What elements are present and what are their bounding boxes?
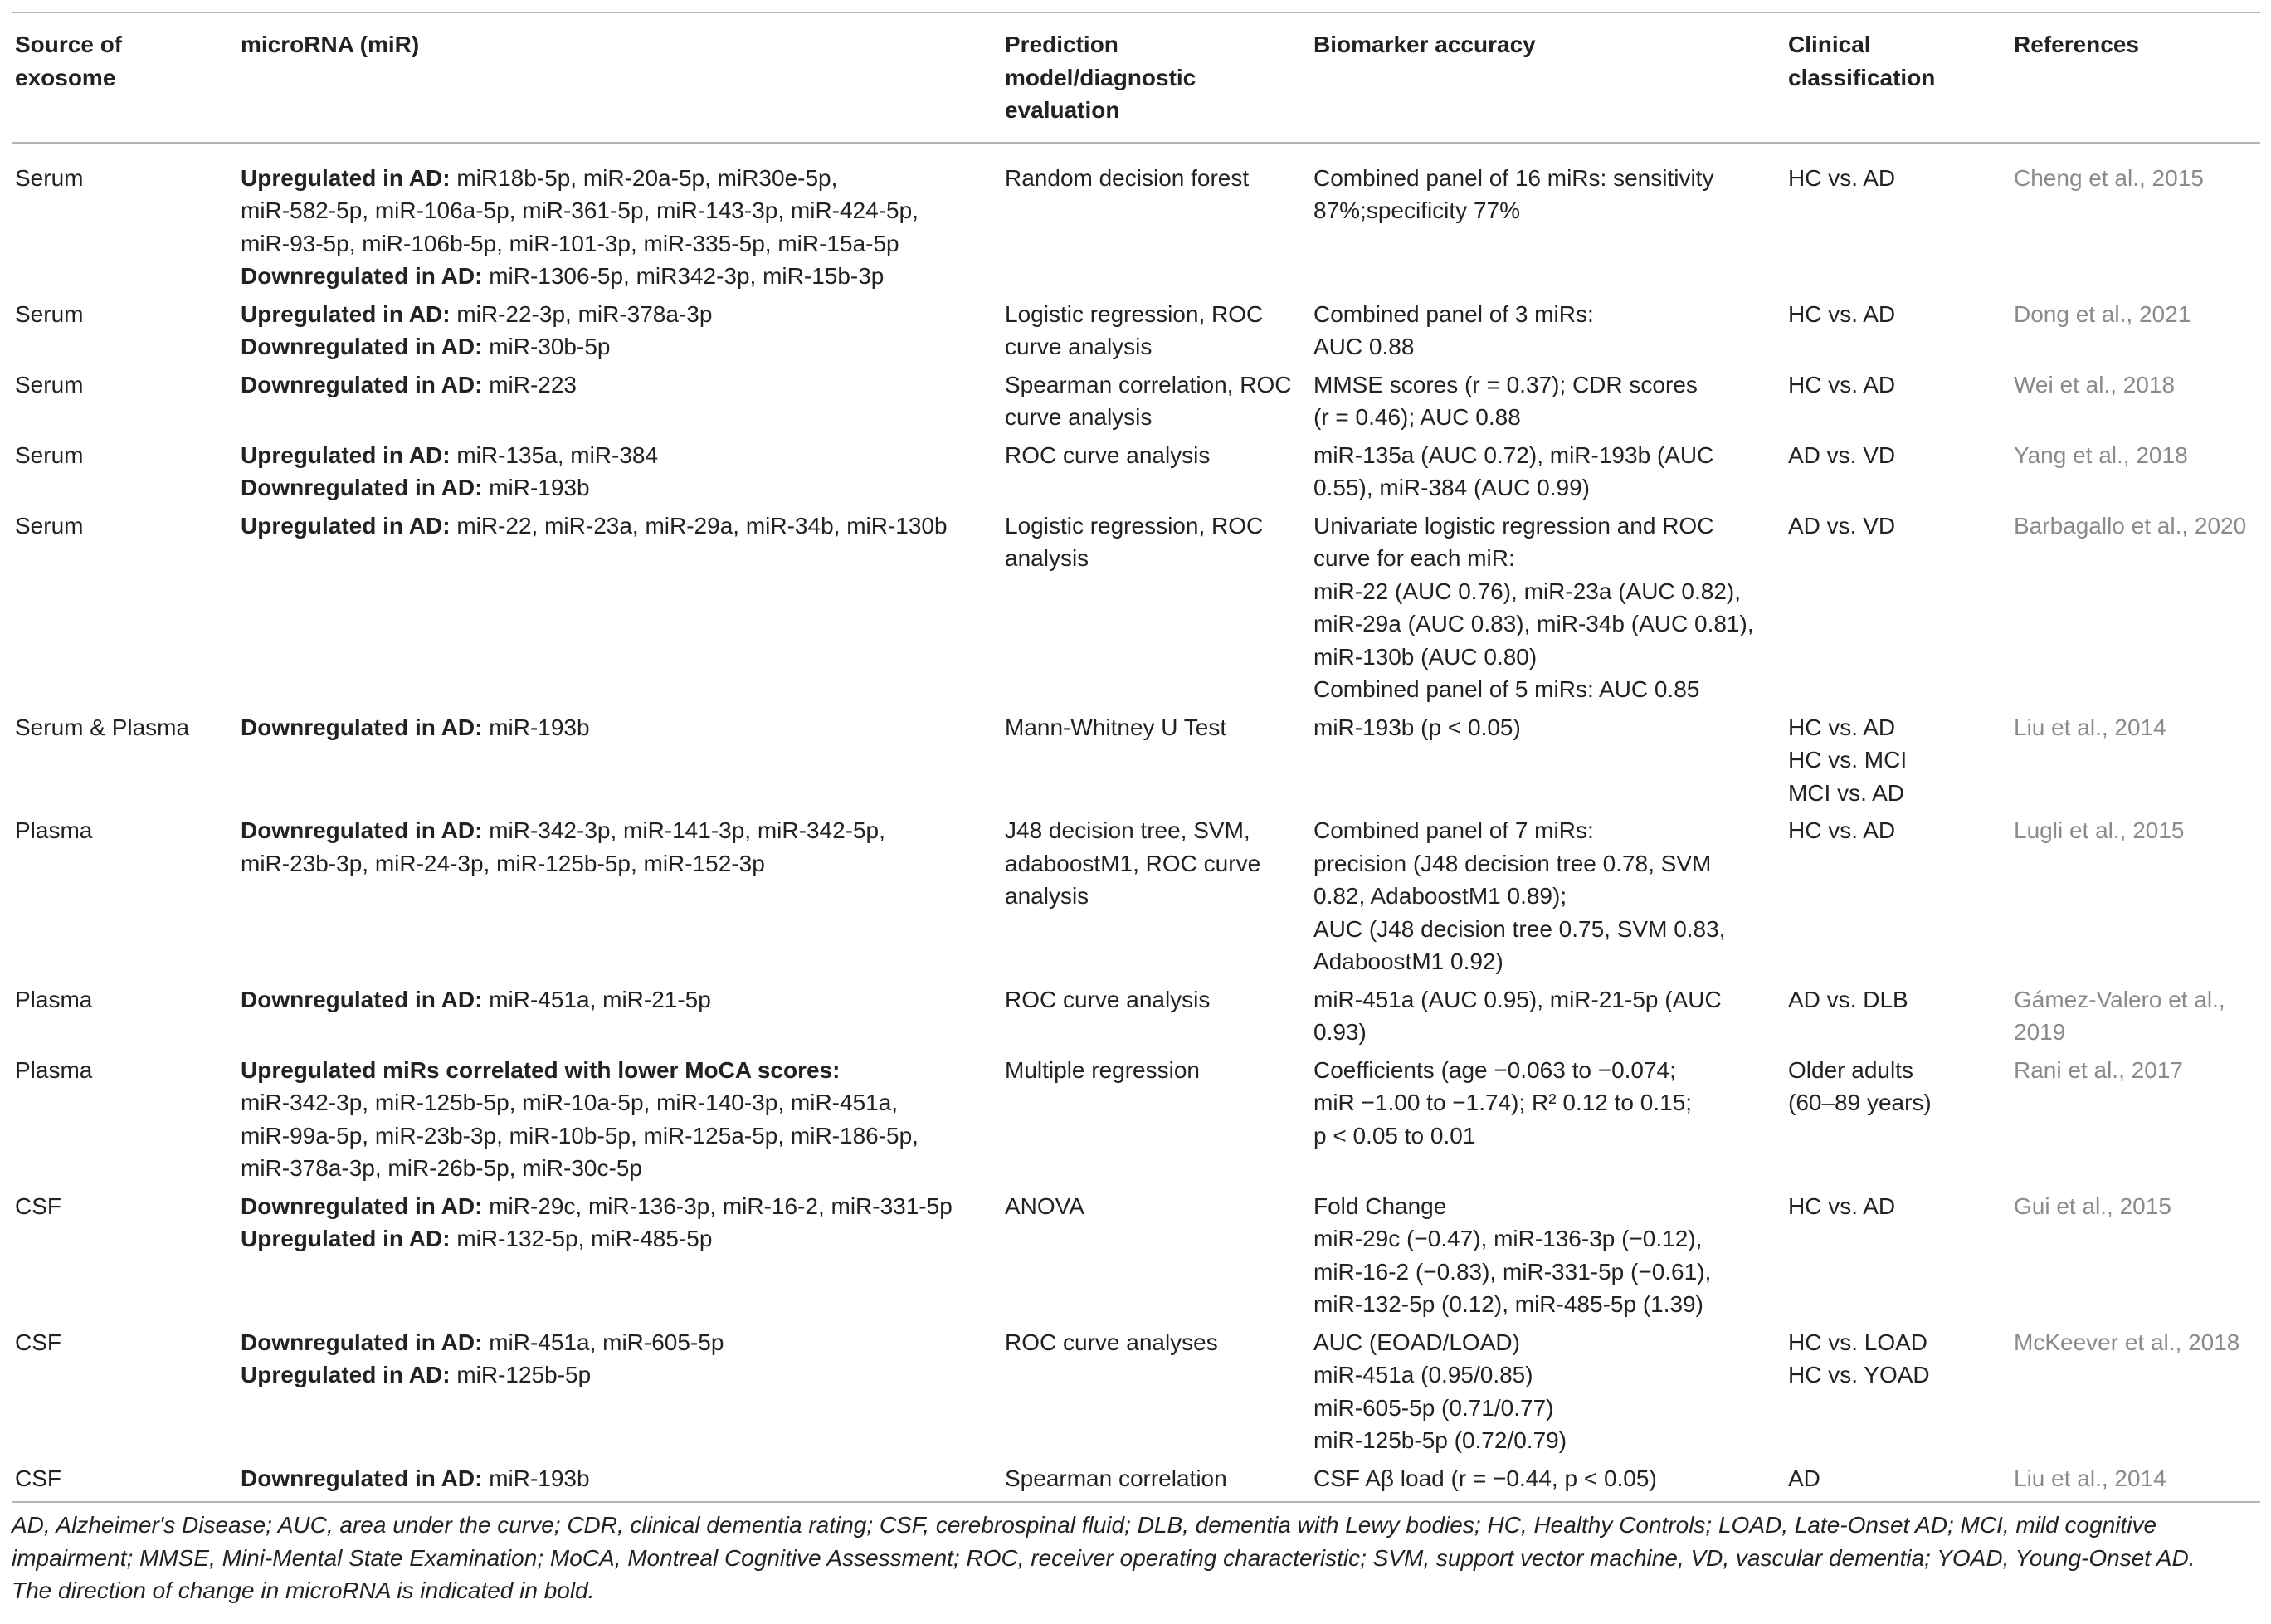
model-line: Spearman correlation	[1005, 1465, 1227, 1491]
cell-source	[12, 368, 237, 439]
classification-line: HC vs. MCI	[1788, 747, 1908, 773]
accuracy-line: Combined panel of 3 miRs:	[1313, 300, 1594, 327]
footnote-line: The direction of change in microRNA is indicated in bold.	[12, 1578, 595, 1603]
header-line: model/diagnostic	[1005, 64, 1196, 90]
regulation-label: Downregulated in AD:	[241, 334, 490, 359]
cell-accuracy	[1310, 143, 1785, 298]
cell-classification	[1785, 368, 2010, 439]
cell-source	[12, 814, 237, 983]
cell-source	[12, 1462, 237, 1503]
classification-line: AD	[1788, 1465, 1820, 1491]
header-line: exosome	[15, 64, 116, 90]
table-row	[12, 1054, 2260, 1190]
source-text: Plasma	[15, 817, 93, 843]
accuracy-line: AUC (EOAD/LOAD)	[1313, 1329, 1520, 1355]
model-line: Logistic regression, ROC	[1005, 300, 1264, 327]
cell-microrna	[237, 368, 1001, 439]
classification-line: HC vs. AD	[1788, 714, 1896, 740]
cell-model	[1001, 368, 1310, 439]
reference-link: Yang et al., 2018	[2014, 441, 2188, 468]
accuracy-line: miR-451a (0.95/0.85)	[1313, 1362, 1533, 1387]
mirna-line	[241, 1222, 1001, 1256]
accuracy-line: (r = 0.46); AUC 0.88	[1313, 404, 1521, 430]
table-row	[12, 814, 2260, 983]
cell-microrna	[237, 711, 1001, 815]
mirna-list: miR-125b-5p	[456, 1362, 592, 1387]
source-text: Serum	[15, 512, 84, 539]
header-microrna	[237, 12, 1001, 143]
footnote-line: impairment; MMSE, Mini-Mental State Examination; MoCA, Montreal Cognitive Assessment; ROC, receiver operating characteristic; SVM, support vector machine, VD, vascular dementia; YOAD, Young-Onset AD.	[12, 1544, 2195, 1571]
source-text: Serum	[15, 300, 84, 327]
mirna-list: miR-223	[489, 371, 577, 397]
mirna-line	[241, 1462, 1001, 1495]
cell-accuracy	[1310, 368, 1785, 439]
cell-microrna	[237, 298, 1001, 368]
mirna-line	[241, 162, 1001, 195]
mirna-line	[241, 1152, 1001, 1185]
mirna-list: miR-193b	[489, 714, 590, 740]
cell-model	[1001, 1326, 1310, 1462]
classification-line: HC vs. AD	[1788, 300, 1896, 327]
cell-reference	[2010, 1462, 2260, 1503]
cell-accuracy	[1310, 510, 1785, 711]
accuracy-line: miR −1.00 to −1.74); R² 0.12 to 0.15;	[1313, 1090, 1693, 1115]
header-model	[1001, 12, 1310, 143]
cell-accuracy	[1310, 814, 1785, 983]
table-row	[12, 143, 2260, 298]
mirna-line	[241, 471, 1001, 505]
reference-link: McKeever et al., 2018	[2014, 1329, 2240, 1355]
regulation-label: Upregulated in AD:	[241, 512, 457, 539]
cell-reference	[2010, 1054, 2260, 1190]
accuracy-line: miR-135a (AUC 0.72), miR-193b (AUC	[1313, 441, 1714, 468]
mirna-list: miR-1306-5p, miR342-3p, miR-15b-3p	[489, 263, 885, 289]
regulation-label: Upregulated in AD:	[241, 1362, 457, 1387]
mirna-list: miR-451a, miR-605-5p	[489, 1329, 724, 1355]
mirna-line	[241, 1358, 1001, 1392]
mirna-line	[241, 1054, 1001, 1087]
cell-source	[12, 1190, 237, 1326]
header-line: classification	[1788, 64, 1936, 90]
table-row	[12, 510, 2260, 711]
model-line: adaboostM1, ROC curve	[1005, 850, 1261, 876]
accuracy-line: miR-132-5p (0.12), miR-485-5p (1.39)	[1313, 1291, 1703, 1317]
mirna-list: miR-132-5p, miR-485-5p	[456, 1226, 713, 1251]
cell-accuracy	[1310, 298, 1785, 368]
accuracy-line: 87%;specificity 77%	[1313, 198, 1521, 223]
mirna-line	[241, 847, 1001, 880]
model-line: Logistic regression, ROC	[1005, 512, 1264, 539]
reference-link: Liu et al., 2014	[2014, 714, 2166, 740]
regulation-label: Upregulated miRs correlated with lower MoCA scores:	[241, 1056, 841, 1083]
source-text: Serum	[15, 371, 84, 397]
table-row	[12, 711, 2260, 815]
accuracy-line: miR-605-5p (0.71/0.77)	[1313, 1394, 1554, 1421]
cell-model	[1001, 298, 1310, 368]
regulation-label: Downregulated in AD:	[241, 714, 490, 740]
mirna-line	[241, 1086, 1001, 1119]
cell-source	[12, 510, 237, 711]
reference-link: Wei et al., 2018	[2014, 371, 2176, 397]
cell-source	[12, 983, 237, 1054]
cell-source	[12, 1054, 237, 1190]
mirna-line	[241, 1119, 1001, 1153]
header-references	[2010, 12, 2260, 143]
mirna-line	[241, 227, 1001, 261]
cell-classification	[1785, 298, 2010, 368]
mirna-line	[241, 1190, 1001, 1223]
regulation-label: Upregulated in AD:	[241, 1226, 457, 1251]
cell-accuracy	[1310, 711, 1785, 815]
cell-reference	[2010, 814, 2260, 983]
footnote-line: AD, Alzheimer's Disease; AUC, area under the curve; CDR, clinical dementia rating; CSF, cerebrospinal fluid; DLB, dementia with Lewy bodies; HC, Healthy Controls; LOAD, Late-Onset AD; MCI, mild cognitive	[12, 1512, 2157, 1538]
cell-classification	[1785, 510, 2010, 711]
model-line: ROC curve analysis	[1005, 986, 1211, 1012]
cell-source	[12, 143, 237, 298]
model-line: curve analysis	[1005, 334, 1153, 359]
regulation-label: Downregulated in AD:	[241, 1465, 490, 1491]
classification-line: HC vs. LOAD	[1788, 1329, 1928, 1355]
header-row	[12, 12, 2260, 143]
mirna-list: miR-378a-3p, miR-26b-5p, miR-30c-5p	[241, 1155, 642, 1181]
header-line: Biomarker accuracy	[1313, 32, 1536, 57]
model-line: Multiple regression	[1005, 1056, 1200, 1083]
model-line: ROC curve analysis	[1005, 441, 1211, 468]
cell-model	[1001, 1190, 1310, 1326]
cell-accuracy	[1310, 1190, 1785, 1326]
reference-link: Gámez-Valero et al.,	[2014, 986, 2225, 1012]
cell-source	[12, 1326, 237, 1462]
regulation-label: Downregulated in AD:	[241, 475, 490, 500]
mirna-list: miR-451a, miR-21-5p	[489, 986, 711, 1012]
mirna-list: miR-135a, miR-384	[456, 441, 659, 468]
cell-classification	[1785, 1462, 2010, 1503]
classification-line: HC vs. YOAD	[1788, 1362, 1930, 1387]
cell-reference	[2010, 1190, 2260, 1326]
accuracy-line: p < 0.05 to 0.01	[1313, 1122, 1476, 1149]
mirna-line	[241, 260, 1001, 293]
model-line: curve analysis	[1005, 404, 1153, 430]
cell-reference	[2010, 143, 2260, 298]
header-source	[12, 12, 237, 143]
cell-microrna	[237, 1462, 1001, 1503]
cell-classification	[1785, 814, 2010, 983]
model-line: analysis	[1005, 545, 1089, 571]
table-row	[12, 1462, 2260, 1503]
source-text: CSF	[15, 1329, 61, 1355]
cell-classification	[1785, 983, 2010, 1054]
accuracy-line: MMSE scores (r = 0.37); CDR scores	[1313, 371, 1698, 397]
classification-line: HC vs. AD	[1788, 371, 1896, 397]
mirna-list: miR-29c, miR-136-3p, miR-16-2, miR-331-5p	[489, 1192, 953, 1219]
accuracy-line: miR-193b (p < 0.05)	[1313, 714, 1521, 740]
accuracy-line: miR-16-2 (−0.83), miR-331-5p (−0.61),	[1313, 1258, 1712, 1285]
header-line: Source of	[15, 32, 123, 57]
reference-link: Dong et al., 2021	[2014, 300, 2191, 327]
accuracy-line: miR-29c (−0.47), miR-136-3p (−0.12),	[1313, 1226, 1703, 1251]
mirna-list: miR-22-3p, miR-378a-3p	[456, 300, 713, 327]
cell-accuracy	[1310, 1462, 1785, 1503]
reference-link: Gui et al., 2015	[2014, 1192, 2171, 1219]
accuracy-line: 0.55), miR-384 (AUC 0.99)	[1313, 475, 1591, 500]
source-text: Plasma	[15, 986, 93, 1012]
exosome-mirna-table	[12, 12, 2260, 1503]
regulation-label: Upregulated in AD:	[241, 441, 457, 468]
cell-reference	[2010, 983, 2260, 1054]
header-line: microRNA (miR)	[241, 32, 420, 57]
cell-microrna	[237, 143, 1001, 298]
reference-link: Lugli et al., 2015	[2014, 817, 2185, 843]
mirna-list: miR-99a-5p, miR-23b-3p, miR-10b-5p, miR-125a-5p, miR-186-5p,	[241, 1122, 919, 1149]
cell-microrna	[237, 1190, 1001, 1326]
table-row	[12, 983, 2260, 1054]
accuracy-line: AUC 0.88	[1313, 334, 1415, 359]
cell-reference	[2010, 711, 2260, 815]
model-line: ROC curve analyses	[1005, 1329, 1218, 1355]
mirna-list: miR-193b	[489, 1465, 590, 1491]
cell-accuracy	[1310, 983, 1785, 1054]
cell-microrna	[237, 1326, 1001, 1462]
reference-link: Barbagallo et al., 2020	[2014, 512, 2247, 539]
cell-reference	[2010, 368, 2260, 439]
regulation-label: Downregulated in AD:	[241, 371, 490, 397]
mirna-line	[241, 1326, 1001, 1359]
accuracy-line: curve for each miR:	[1313, 545, 1515, 571]
classification-line: AD vs. DLB	[1788, 986, 1908, 1012]
table-row	[12, 1326, 2260, 1462]
cell-microrna	[237, 510, 1001, 711]
table-footnote	[12, 1509, 2252, 1607]
mirna-list: miR18b-5p, miR-20a-5p, miR30e-5p,	[456, 164, 838, 191]
accuracy-line: Combined panel of 5 miRs: AUC 0.85	[1313, 676, 1700, 702]
header-accuracy	[1310, 12, 1785, 143]
classification-line: MCI vs. AD	[1788, 779, 1905, 806]
mirna-line	[241, 439, 1001, 472]
mirna-list: miR-23b-3p, miR-24-3p, miR-125b-5p, miR-152-3p	[241, 850, 765, 876]
accuracy-line: miR-22 (AUC 0.76), miR-23a (AUC 0.82),	[1313, 578, 1742, 604]
cell-classification	[1785, 711, 2010, 815]
table-row	[12, 298, 2260, 368]
cell-classification	[1785, 1326, 2010, 1462]
header-classification	[1785, 12, 2010, 143]
accuracy-line: 0.93)	[1313, 1019, 1367, 1045]
model-line: J48 decision tree, SVM,	[1005, 817, 1250, 843]
mirna-line	[241, 983, 1001, 1017]
mirna-list: miR-582-5p, miR-106a-5p, miR-361-5p, miR-143-3p, miR-424-5p,	[241, 198, 919, 223]
accuracy-line: Coefficients (age −0.063 to −0.074;	[1313, 1056, 1676, 1083]
source-text: Serum & Plasma	[15, 714, 190, 740]
reference-link: Rani et al., 2017	[2014, 1056, 2183, 1083]
source-text: Serum	[15, 441, 84, 468]
mirna-list: miR-342-3p, miR-125b-5p, miR-10a-5p, miR-140-3p, miR-451a,	[241, 1090, 899, 1115]
reference-link: Liu et al., 2014	[2014, 1465, 2166, 1491]
regulation-label: Downregulated in AD:	[241, 1329, 490, 1355]
model-line: Mann-Whitney U Test	[1005, 714, 1227, 740]
accuracy-line: CSF Aβ load (r = −0.44, p < 0.05)	[1313, 1465, 1657, 1491]
header-line: Prediction	[1005, 32, 1118, 57]
accuracy-line: miR-29a (AUC 0.83), miR-34b (AUC 0.81),	[1313, 611, 1754, 636]
accuracy-line: miR-130b (AUC 0.80)	[1313, 643, 1538, 670]
cell-model	[1001, 439, 1310, 510]
cell-accuracy	[1310, 1326, 1785, 1462]
accuracy-line: miR-125b-5p (0.72/0.79)	[1313, 1427, 1567, 1453]
cell-source	[12, 439, 237, 510]
accuracy-line: Combined panel of 16 miRs: sensitivity	[1313, 164, 1714, 191]
cell-model	[1001, 143, 1310, 298]
mirna-list: miR-193b	[489, 475, 590, 500]
header-line: References	[2014, 32, 2139, 57]
header-line: evaluation	[1005, 97, 1120, 123]
reference-link: 2019	[2014, 1019, 2066, 1045]
model-line: analysis	[1005, 883, 1089, 909]
table-header	[12, 12, 2260, 143]
accuracy-line: miR-451a (AUC 0.95), miR-21-5p (AUC	[1313, 986, 1722, 1012]
cell-model	[1001, 711, 1310, 815]
classification-line: HC vs. AD	[1788, 1192, 1896, 1219]
regulation-label: Downregulated in AD:	[241, 263, 490, 289]
cell-source	[12, 298, 237, 368]
cell-model	[1001, 814, 1310, 983]
source-text: CSF	[15, 1465, 61, 1491]
accuracy-line: AUC (J48 decision tree 0.75, SVM 0.83,	[1313, 915, 1726, 942]
reference-link: Cheng et al., 2015	[2014, 164, 2204, 191]
table-row	[12, 439, 2260, 510]
cell-model	[1001, 983, 1310, 1054]
accuracy-line: Combined panel of 7 miRs:	[1313, 817, 1594, 843]
cell-model	[1001, 510, 1310, 711]
mirna-list: miR-93-5p, miR-106b-5p, miR-101-3p, miR-335-5p, miR-15a-5p	[241, 230, 899, 256]
classification-line: Older adults	[1788, 1056, 1913, 1083]
mirna-line	[241, 711, 1001, 744]
cell-reference	[2010, 298, 2260, 368]
mirna-line	[241, 814, 1001, 847]
source-text: CSF	[15, 1192, 61, 1219]
table-row	[12, 368, 2260, 439]
cell-reference	[2010, 510, 2260, 711]
mirna-list: miR-22, miR-23a, miR-29a, miR-34b, miR-130b	[456, 512, 948, 539]
classification-line: HC vs. AD	[1788, 164, 1896, 191]
table-body	[12, 143, 2260, 1503]
cell-classification	[1785, 1190, 2010, 1326]
cell-microrna	[237, 439, 1001, 510]
classification-line: (60–89 years)	[1788, 1090, 1932, 1115]
regulation-label: Upregulated in AD:	[241, 300, 457, 327]
regulation-label: Upregulated in AD:	[241, 164, 457, 191]
model-line: ANOVA	[1005, 1192, 1084, 1219]
source-text: Serum	[15, 164, 84, 191]
accuracy-line: AdaboostM1 0.92)	[1313, 949, 1503, 974]
regulation-label: Downregulated in AD:	[241, 1192, 490, 1219]
accuracy-line: Univariate logistic regression and ROC	[1313, 512, 1714, 539]
cell-model	[1001, 1054, 1310, 1190]
cell-reference	[2010, 1326, 2260, 1462]
cell-microrna	[237, 814, 1001, 983]
accuracy-line: 0.82, AdaboostM1 0.89);	[1313, 883, 1567, 909]
accuracy-line: precision (J48 decision tree 0.78, SVM	[1313, 850, 1712, 876]
classification-line: HC vs. AD	[1788, 817, 1896, 843]
classification-line: AD vs. VD	[1788, 441, 1896, 468]
cell-reference	[2010, 439, 2260, 510]
mirna-line	[241, 330, 1001, 363]
source-text: Plasma	[15, 1056, 93, 1083]
cell-model	[1001, 1462, 1310, 1503]
cell-classification	[1785, 143, 2010, 298]
cell-source	[12, 711, 237, 815]
cell-classification	[1785, 439, 2010, 510]
mirna-line	[241, 298, 1001, 331]
mirna-line	[241, 194, 1001, 227]
mirna-list: miR-30b-5p	[489, 334, 611, 359]
mirna-line	[241, 368, 1001, 402]
classification-line: AD vs. VD	[1788, 512, 1896, 539]
mirna-list: miR-342-3p, miR-141-3p, miR-342-5p,	[489, 817, 885, 843]
model-line: Spearman correlation, ROC	[1005, 371, 1292, 397]
mirna-line	[241, 510, 1001, 543]
accuracy-line: Fold Change	[1313, 1192, 1447, 1219]
cell-accuracy	[1310, 439, 1785, 510]
cell-classification	[1785, 1054, 2010, 1190]
regulation-label: Downregulated in AD:	[241, 817, 490, 843]
cell-accuracy	[1310, 1054, 1785, 1190]
cell-microrna	[237, 983, 1001, 1054]
header-line: Clinical	[1788, 32, 1871, 57]
table-row	[12, 1190, 2260, 1326]
cell-microrna	[237, 1054, 1001, 1190]
regulation-label: Downregulated in AD:	[241, 986, 490, 1012]
model-line: Random decision forest	[1005, 164, 1250, 191]
